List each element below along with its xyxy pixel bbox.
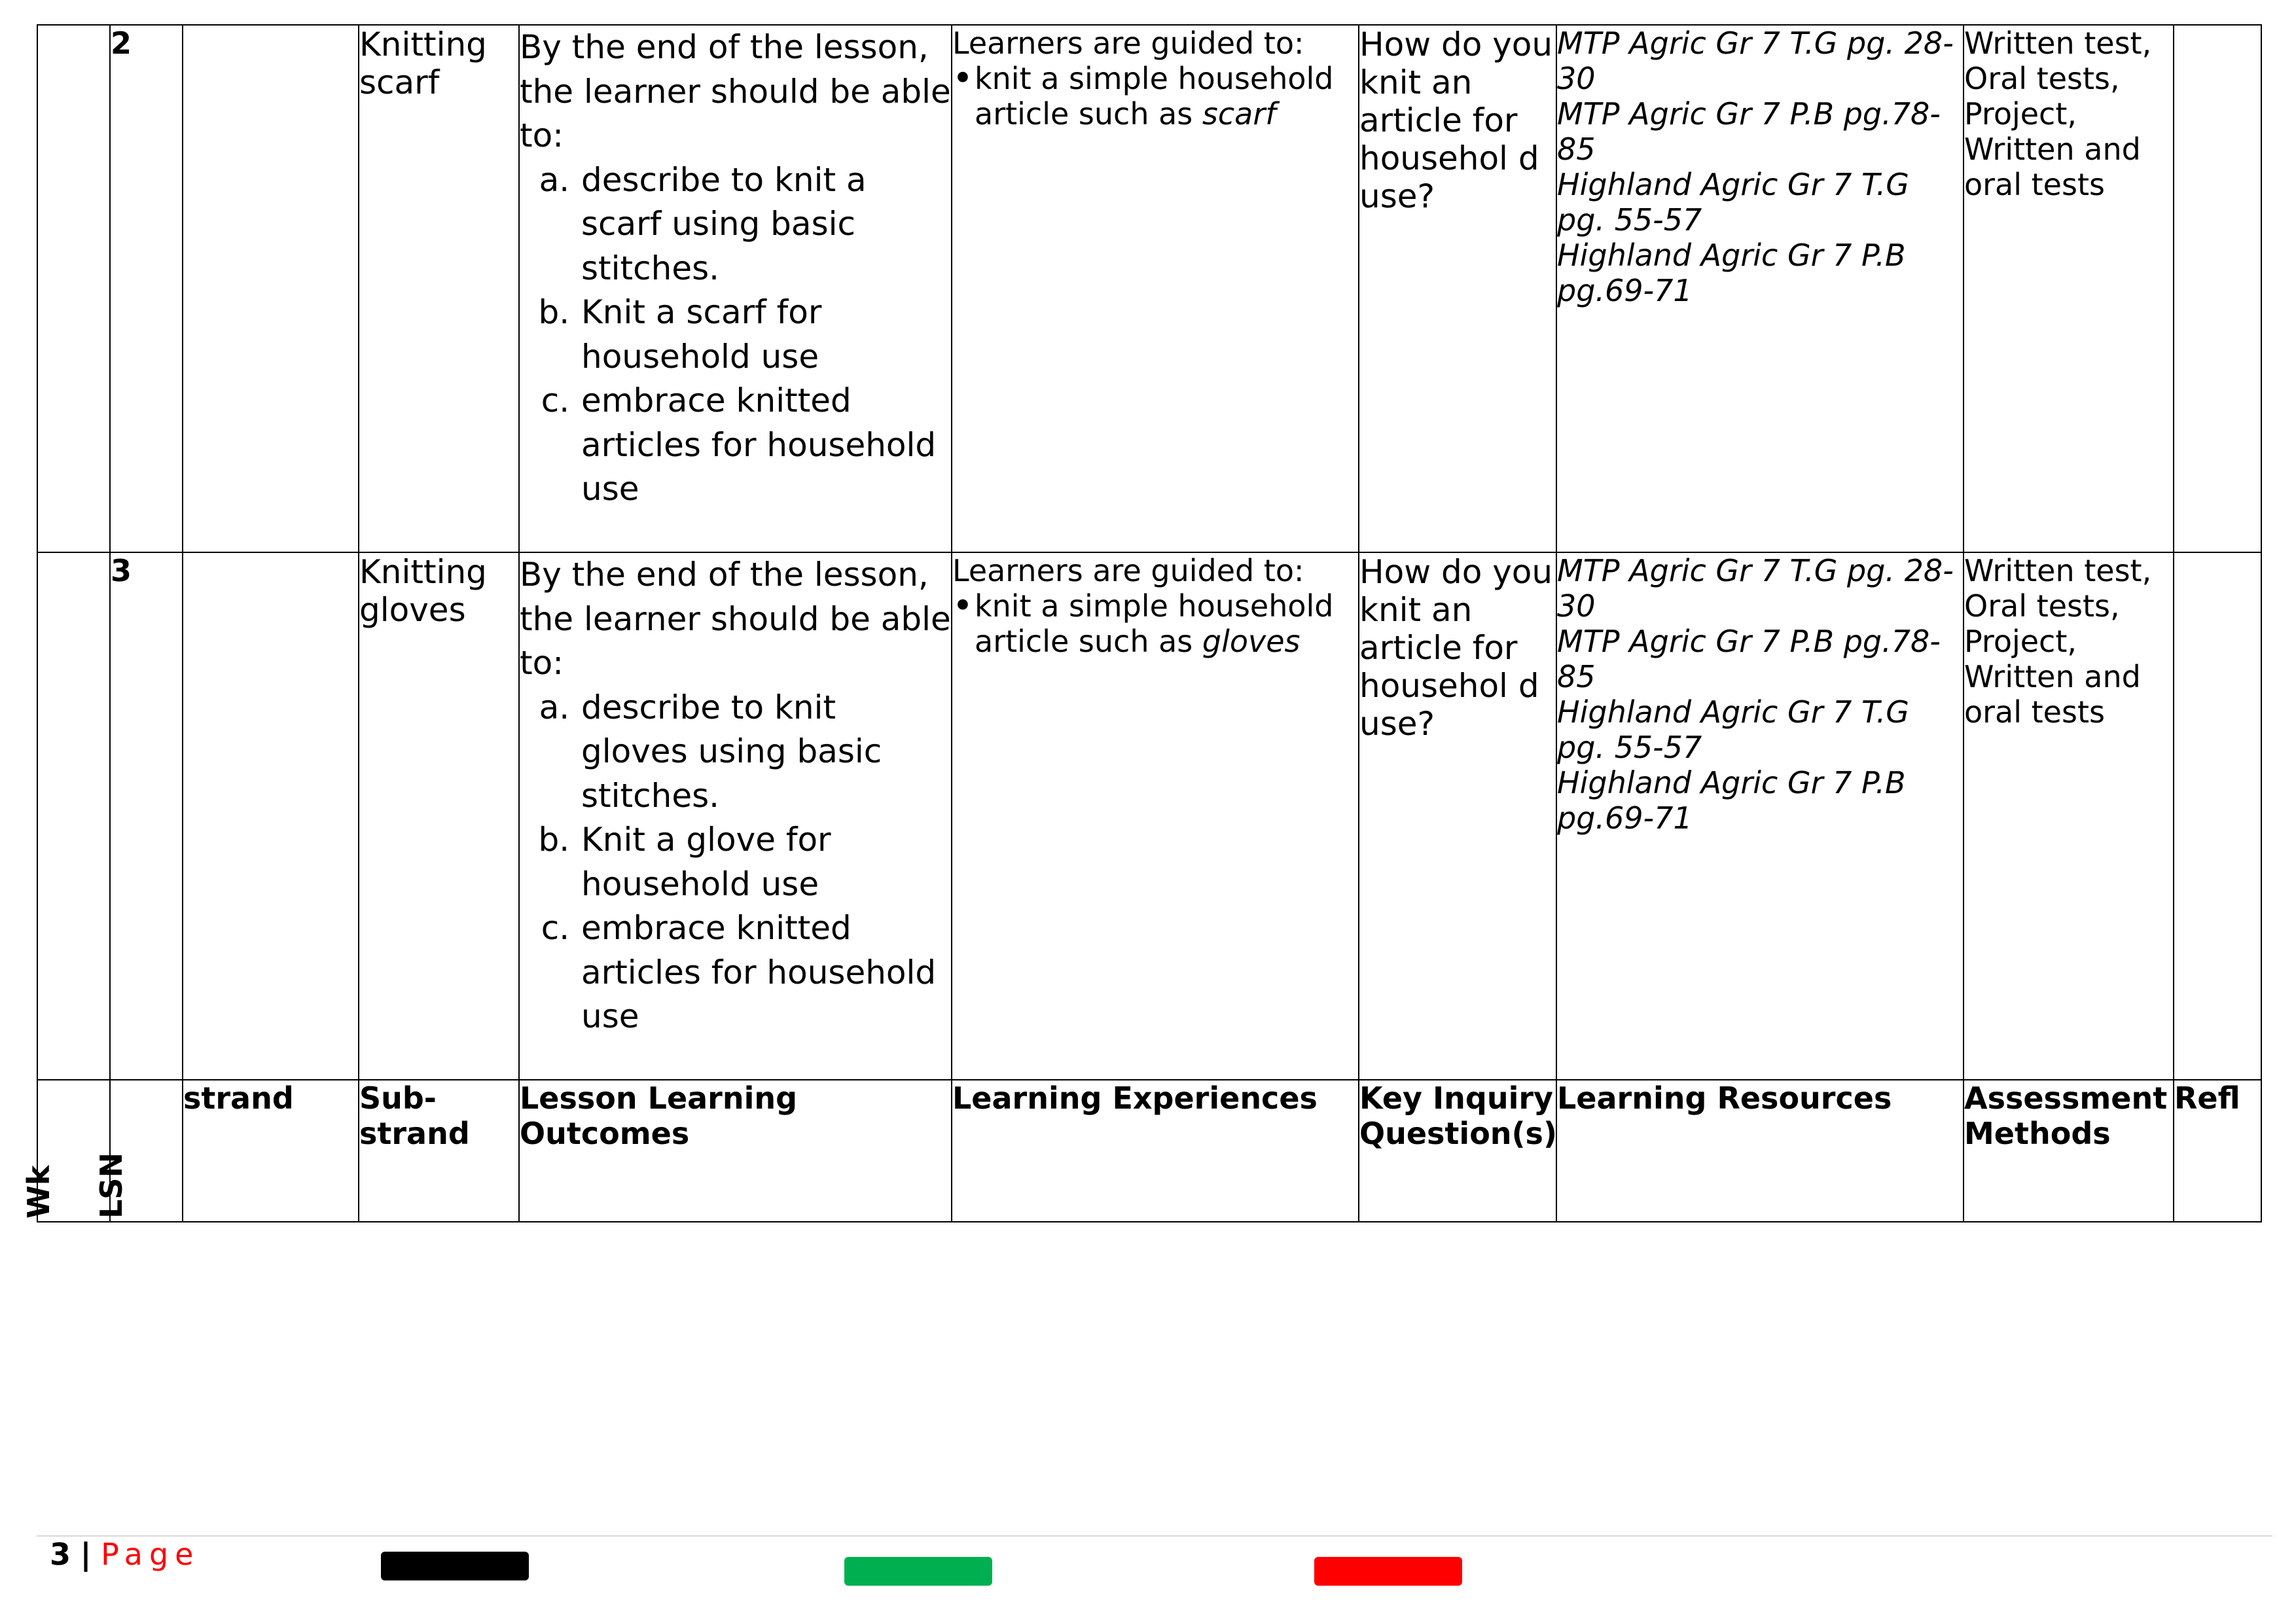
key-inquiry-question-cell: How do you knit an article for househol d use? xyxy=(1359,25,1556,552)
resource-item: MTP Agric Gr 7 T.G pg. 28-30 xyxy=(1557,553,1954,624)
scheme-of-work-table xyxy=(21,24,2262,1222)
week-cell xyxy=(37,552,110,1080)
green-color-bar xyxy=(844,1557,992,1586)
resource-item: Highland Agric Gr 7 T.G pg. 55-57 xyxy=(1557,694,1909,765)
resource-item: Highland Agric Gr 7 P.B pg.69-71 xyxy=(1557,765,1906,836)
resource-item: MTP Agric Gr 7 P.B pg.78-85 xyxy=(1557,96,1941,167)
header-learning-outcomes: Lesson Learning Outcomes xyxy=(519,1080,952,1222)
week-cell xyxy=(37,25,110,552)
outcome-item: b. Knit a scarf for household use xyxy=(580,291,951,379)
page-number: 3 xyxy=(50,1537,71,1572)
header-key-inquiry-questions: Key Inquiry Question(s) xyxy=(1359,1080,1556,1222)
header-assessment-methods: Assessment Methods xyxy=(1964,1080,2174,1222)
table-header-row xyxy=(37,1080,2261,1222)
lesson-number: 2 xyxy=(110,25,183,552)
black-color-bar xyxy=(381,1552,529,1580)
experiences-list xyxy=(952,61,1358,132)
reflection-cell xyxy=(2174,25,2261,552)
experience-article: scarf xyxy=(1202,96,1276,132)
footer-separator: | xyxy=(80,1537,92,1572)
experience-text: knit a simple household article such as xyxy=(975,61,1334,132)
experience-article: gloves xyxy=(1202,624,1300,659)
table-row xyxy=(37,25,2261,552)
outcome-item: a. describe to knit gloves using basic stitches. xyxy=(580,686,951,819)
outcomes-intro: By the end of the lesson, the learner should be able to: xyxy=(520,28,951,154)
learning-outcomes-cell xyxy=(519,25,952,552)
table-row xyxy=(37,552,2261,1080)
outcomes-list xyxy=(520,686,951,1039)
resource-item: MTP Agric Gr 7 T.G pg. 28-30 xyxy=(1557,26,1954,96)
experiences-intro: Learners are guided to: xyxy=(952,553,1304,588)
experience-item xyxy=(952,61,1358,132)
learning-outcomes-cell xyxy=(519,552,952,1080)
header-learning-resources: Learning Resources xyxy=(1556,1080,1964,1222)
page-footer xyxy=(50,1537,200,1572)
header-sub-strand: Sub-strand xyxy=(359,1080,519,1222)
header-reflection: Refl xyxy=(2174,1080,2261,1222)
resource-item: Highland Agric Gr 7 P.B pg.69-71 xyxy=(1557,238,1906,308)
resource-item: Highland Agric Gr 7 T.G pg. 55-57 xyxy=(1557,167,1909,238)
footer-divider xyxy=(37,1535,2272,1537)
outcome-item: c. embrace knitted articles for household use xyxy=(580,906,951,1039)
header-learning-experiences: Learning Experiences xyxy=(952,1080,1359,1222)
header-strand: strand xyxy=(183,1080,359,1222)
lesson-number: 3 xyxy=(110,552,183,1080)
header-week-label: Wk xyxy=(21,1165,56,1219)
learning-experiences-cell xyxy=(952,25,1359,552)
key-inquiry-question-cell: How do you knit an article for househol d use? xyxy=(1359,552,1556,1080)
outcomes-intro: By the end of the lesson, the learner should be able to: xyxy=(520,556,951,682)
outcome-item: b. Knit a glove for household use xyxy=(580,818,951,906)
strand-cell xyxy=(183,25,359,552)
resource-item: MTP Agric Gr 7 P.B pg.78-85 xyxy=(1557,624,1941,694)
red-color-bar xyxy=(1314,1557,1462,1586)
experience-text: knit a simple household article such as xyxy=(975,588,1334,659)
learning-resources-cell xyxy=(1556,552,1964,1080)
outcome-item: c. embrace knitted articles for household use xyxy=(580,379,951,512)
header-lesson xyxy=(94,1080,183,1222)
experiences-list xyxy=(952,588,1358,659)
experience-item xyxy=(952,588,1358,659)
assessment-methods-cell: Written test, Oral tests, Project, Written and oral tests xyxy=(1964,25,2174,552)
outcome-item: a. describe to knit a scarf using basic stitches. xyxy=(580,158,951,291)
page-label: Page xyxy=(101,1537,200,1572)
sub-strand-cell: Knitting scarf xyxy=(359,25,519,552)
assessment-methods-cell: Written test, Oral tests, Project, Written and oral tests xyxy=(1964,552,2174,1080)
sub-strand-cell: Knitting gloves xyxy=(359,552,519,1080)
header-lesson-label: LSN xyxy=(94,1152,129,1219)
reflection-cell xyxy=(2174,552,2261,1080)
experiences-intro: Learners are guided to: xyxy=(952,26,1304,61)
learning-experiences-cell xyxy=(952,552,1359,1080)
outcomes-list xyxy=(520,158,951,512)
learning-resources-cell xyxy=(1556,25,1964,552)
strand-cell xyxy=(183,552,359,1080)
